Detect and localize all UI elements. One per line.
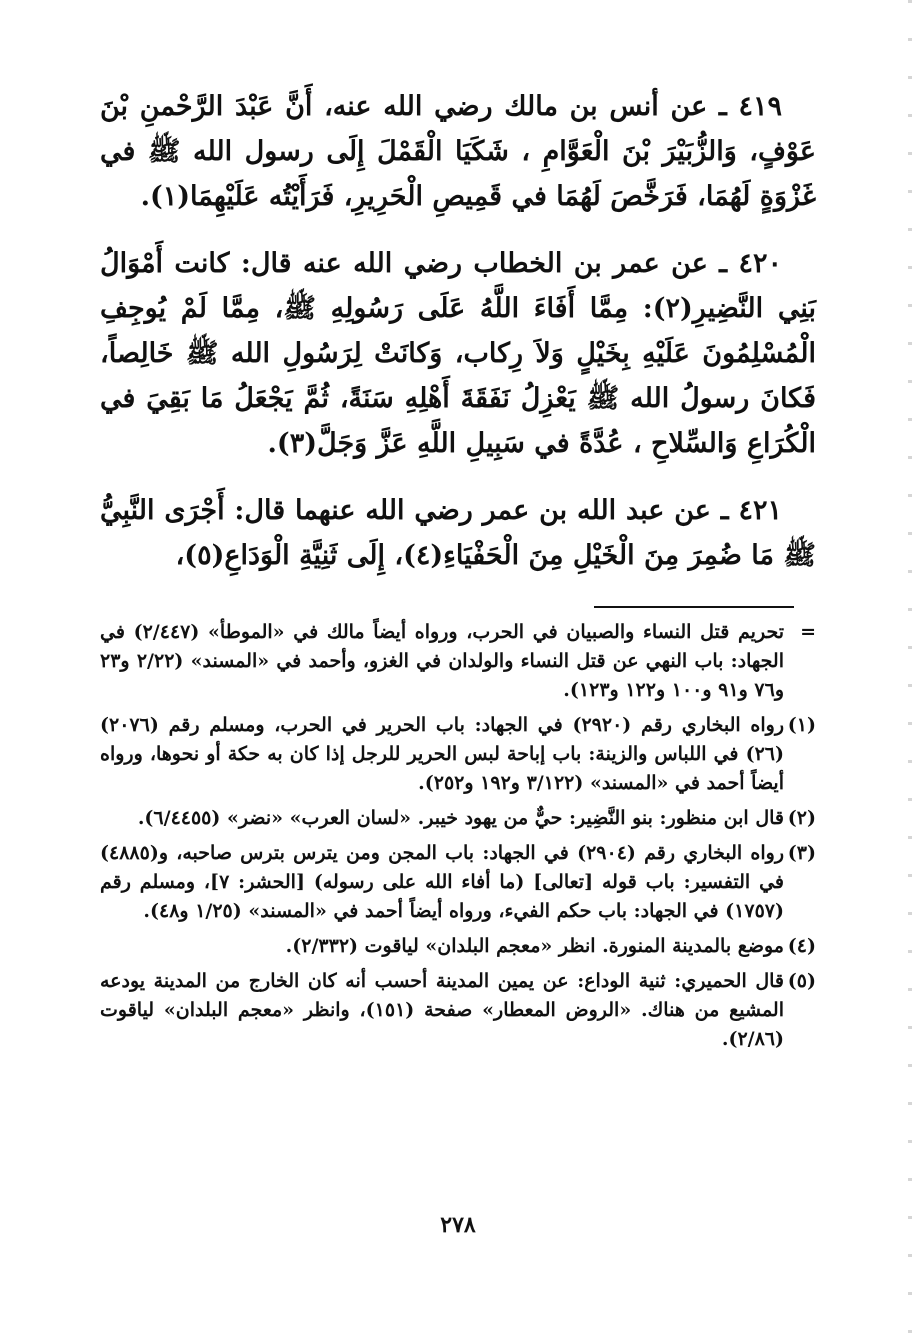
footnote-separator (594, 606, 794, 608)
footnote-continuation (100, 618, 816, 705)
footnote-1 (100, 711, 816, 798)
page-number: ٢٧٨ (440, 1212, 476, 1238)
hadith-number: ٤٢٠ (738, 248, 782, 279)
hadith-number: ٤٢١ (738, 495, 782, 526)
hadith-text: ـ عن عمر بن الخطاب رضي الله عنه قال: كانت أَمْوَالُ بَنِي النَّضِيرِ(٢): مِمَّا أَفَاءَ اللَّهُ عَلَى رَسُولِهِ ﷺ، مِمَّا لَمْ يُوجِفِ الْمُسْلِمُونَ عَلَيْهِ بِخَيْلٍ وَلاَ رِكاب، وَكانَتْ لِرَسُولِ الله ﷺ خَالِصاً، فَكانَ رسولُ الله ﷺ يَعْزِلُ نَفَقَةَ أَهْلِهِ سَنَةً، ثُمَّ يَجْعَلُ مَا بَقِيَ في الْكُرَاعِ وَالسِّلاحِ ، عُدَّةً في سَبِيلِ اللَّهِ عَزَّ وَجَلَّ(٣). (100, 248, 816, 459)
hadith-text: ـ عن أنس بن مالك رضي الله عنه، أَنَّ عَبْدَ الرَّحْمنِ بْنَ عَوْفٍ، وَالزُّبَيْرَ بْنَ الْعَوَّامِ ، شَكَيَا الْقَمْلَ إِلَى رسول الله ﷺ في غَزْوَةٍ لَهُمَا، فَرَخَّصَ لَهُمَا في قَمِيصِ الْحَرِيرِ، فَرَأَيْتُه عَلَيْهِمَا(١). (100, 91, 816, 212)
hadith-420 (100, 241, 816, 466)
footnote-mark: = (800, 621, 816, 643)
footnote-text: رواه البخاري رقم (٢٩٠٤) في الجهاد: باب المجن ومن يترس بترس صاحبه، و(٤٨٨٥) في التفسير: باب قوله [تعالى] (ما أفاء الله على رسوله) [الحشر: ٧]، ومسلم رقم (١٧٥٧) في الجهاد: باب حكم الفيء، ورواه أيضاً أحمد في «المسند» (١/٢٥ و٤٨). (100, 842, 785, 922)
footnote-mark: (٥) (787, 970, 816, 992)
main-text (100, 84, 816, 600)
hadith-419 (100, 84, 816, 219)
footnote-text: رواه البخاري رقم (٢٩٢٠) في الجهاد: باب الحرير في الحرب، ومسلم رقم (٢٠٧٦) (٢٦) في اللباس والزينة: باب إباحة لبس الحرير للرجل إذا كان به حكة أو نحوها، ورواه أيضاً أحمد في «المسند» (٣/١٢٢ و١٩٢ و٢٥٢). (100, 714, 784, 794)
footnote-3 (100, 839, 816, 926)
hadith-number: ٤١٩ (738, 91, 782, 122)
footnote-4 (100, 932, 816, 961)
hadith-421 (100, 488, 816, 578)
hadith-text: ـ عن عبد الله بن عمر رضي الله عنهما قال: أَجْرَى النَّبِيُّ ﷺ مَا ضُمِرَ مِنَ الْخَيْلِ مِنَ الْحَفْيَاءِ(٤)، إِلَى ثَنِيَّةِ الْوَدَاعِ(٥)، (100, 495, 816, 571)
footnotes (100, 618, 816, 1060)
footnote-text: قال الحميري: ثنية الوداع: عن يمين المدينة أحسب أنه كان الخارج من المدينة يودعه المشيع من هناك. «الروض المعطار» صفحة (١٥١)، وانظر «معجم البلدان» لياقوت (٢/٨٦). (100, 970, 784, 1050)
footnote-text: موضع بالمدينة المنورة. انظر «معجم البلدان» لياقوت (٢/٣٣٢). (285, 935, 784, 957)
footnote-mark: (١) (787, 714, 816, 736)
footnote-text: تحريم قتل النساء والصبيان في الحرب، ورواه أيضاً مالك في «الموطأ» (٢/٤٤٧) في الجهاد: باب النهي عن قتل النساء والولدان في الغزو، وأحمد في «المسند» (٢/٢٢ و٢٣ و٧٦ و٩١ و١٠٠ و١٢٢ و١٢٣). (100, 621, 784, 701)
footnote-text: قال ابن منظور: بنو النَّضِير: حيٌّ من يهود خيبر. «لسان العرب» «نضر» (٦/٤٤٥٥). (137, 807, 784, 829)
footnote-5 (100, 967, 816, 1054)
footnote-2 (100, 804, 816, 833)
footnote-mark: (٢) (787, 807, 816, 829)
footnote-mark: (٤) (787, 935, 816, 957)
scan-edge-artifact (908, 0, 912, 1342)
footnote-mark: (٣) (787, 842, 816, 864)
